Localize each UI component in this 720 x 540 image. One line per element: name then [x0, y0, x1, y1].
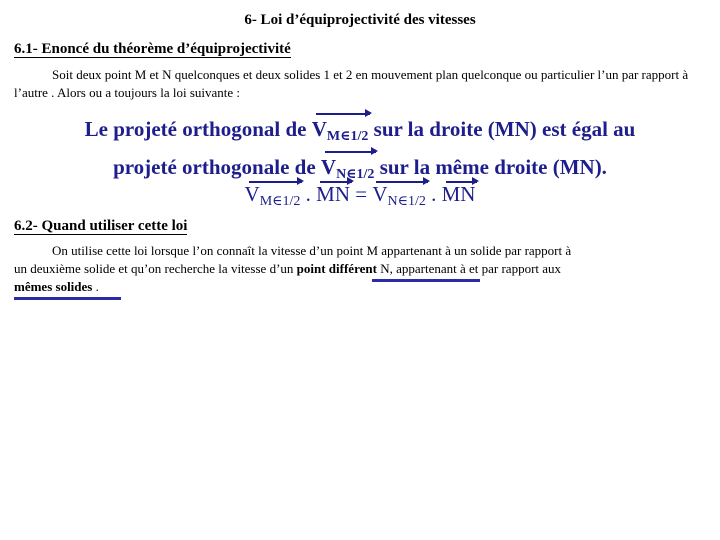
theorem-line-2-start: projeté orthogonale de — [113, 155, 316, 179]
highlight-underline-point-different — [372, 279, 480, 282]
usage-line-2-start: un deuxième solide et qu’on recherche la vitesse d’un — [14, 261, 294, 276]
formula-mn-2: MN — [441, 182, 476, 206]
velocity-vector-m — [312, 114, 369, 152]
theorem-statement — [20, 114, 700, 190]
emphasis-memes-solides: mêmes solides — [14, 279, 93, 294]
formula-vm-symbol: V — [244, 182, 260, 206]
theorem-line-1-start: Le projeté orthogonal de — [84, 117, 307, 141]
formula-vector-mn-2 — [442, 182, 476, 207]
equiprojectivity-formula — [0, 182, 720, 210]
page-title: 6- Loi d’équiprojectivité des vitesses — [244, 12, 476, 28]
formula-mn-1: MN — [316, 182, 350, 206]
theorem-intro-text: Soit deux point M et N quelconques et deux solides 1 et 2 en mouvement plan quelconque ou particulier l’un par rapport à l’autre . Alors ou a toujours la loi suivante : — [14, 67, 689, 100]
usage-line-1-text: On utilise cette loi lorsque l’on connaît la vitesse d’un point M appartenant à un solide par rapport à — [52, 243, 572, 258]
section-heading-theorem-text: 6.1- Enoncé du théorème d’équiprojectivité — [14, 41, 291, 57]
formula-vector-vn — [372, 182, 426, 210]
formula-vector-vm — [245, 182, 301, 210]
formula-dot-2: . — [431, 182, 437, 206]
theorem-line-2-end: sur la même droite (MN). — [379, 155, 607, 179]
theorem-line-1-end: sur la droite (MN) est égal au — [373, 117, 636, 141]
formula-vn-symbol: V — [372, 182, 388, 206]
usage-line-3 — [14, 278, 704, 296]
formula-dot-1: . — [305, 182, 311, 206]
usage-paragraph — [14, 242, 704, 296]
formula-equals: = — [355, 182, 368, 206]
formula-vm-subscript: M∈1/2 — [259, 194, 301, 209]
usage-line-3-end: . — [95, 279, 99, 294]
highlight-underline-memes-solides — [14, 297, 121, 300]
formula-vn-subscript: N∈1/2 — [387, 194, 426, 209]
emphasis-point-different: point différent — [296, 261, 377, 276]
usage-line-1 — [14, 242, 704, 260]
usage-line-2-end: N, appartenant à et par rapport aux — [380, 261, 562, 276]
section-heading-theorem — [14, 41, 291, 58]
section-heading-usage — [14, 218, 187, 235]
theorem-line-1 — [20, 114, 700, 152]
theorem-intro-paragraph — [14, 66, 704, 102]
section-heading-usage-text: 6.2- Quand utiliser cette loi — [14, 218, 188, 234]
formula-vector-mn-1 — [316, 182, 350, 207]
velocity-symbol-m: V — [311, 117, 327, 141]
usage-line-2 — [14, 260, 704, 278]
velocity-symbol-n: V — [320, 155, 337, 179]
velocity-subscript-m: M∈1/2 — [326, 129, 369, 144]
velocity-subscript-n: N∈1/2 — [336, 167, 375, 182]
